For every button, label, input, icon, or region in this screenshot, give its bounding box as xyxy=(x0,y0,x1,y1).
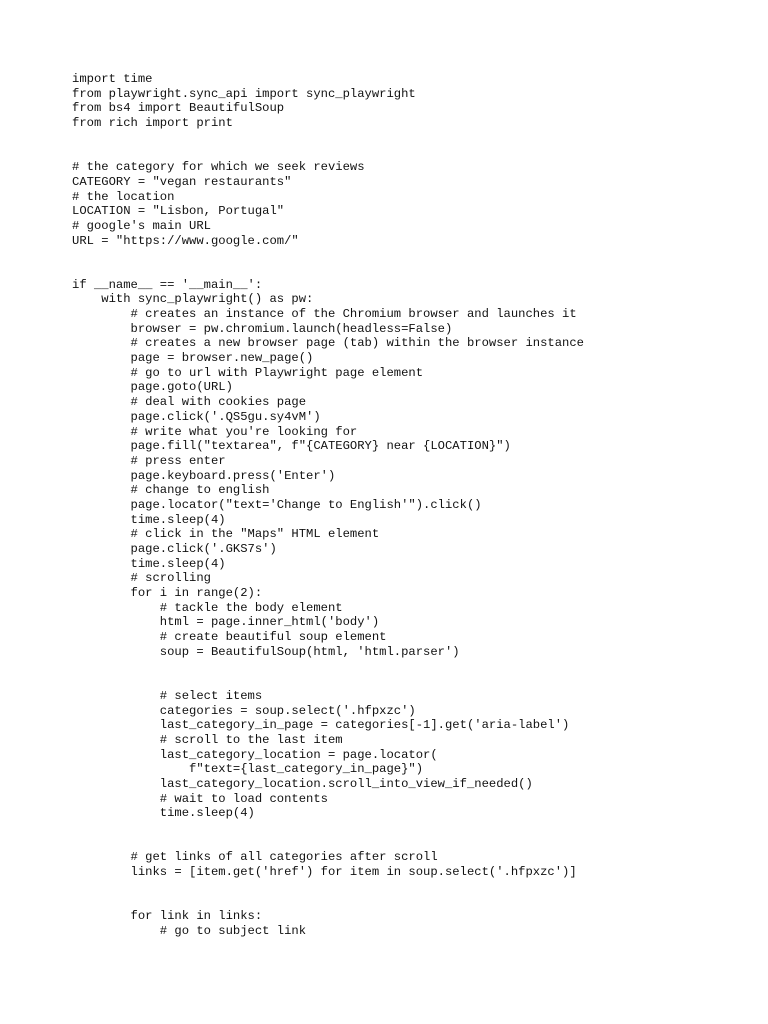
code-line: URL = "https://www.google.com/" xyxy=(72,233,299,248)
code-line: page.click('.QS5gu.sy4vM') xyxy=(72,409,321,424)
code-line xyxy=(72,674,584,689)
code-line xyxy=(72,895,584,910)
code-line: categories = soup.select('.hfpxzc') xyxy=(72,703,416,718)
code-line: # press enter xyxy=(72,453,226,468)
code-line: page.fill("textarea", f"{CATEGORY} near {LOCATION}") xyxy=(72,439,511,454)
code-line: for i in range(2): xyxy=(72,586,263,601)
code-line: page.goto(URL) xyxy=(72,380,233,395)
code-line: soup = BeautifulSoup(html, 'html.parser') xyxy=(72,644,460,659)
code-line: # go to subject link xyxy=(72,923,307,938)
code-line: # google's main URL xyxy=(72,218,211,233)
code-line: f"text={last_category_in_page}") xyxy=(72,762,424,777)
code-line: # the category for which we seek reviews xyxy=(72,160,365,175)
code-line: time.sleep(4) xyxy=(72,806,255,821)
code-line: time.sleep(4) xyxy=(72,556,226,571)
code-line: CATEGORY = "vegan restaurants" xyxy=(72,174,292,189)
code-line xyxy=(72,821,584,836)
code-line: # tackle the body element xyxy=(72,600,343,615)
code-line: # creates a new browser page (tab) within the browser instance xyxy=(72,336,584,351)
code-line: # select items xyxy=(72,688,263,703)
code-line: # creates an instance of the Chromium browser and launches it xyxy=(72,307,577,321)
code-line: links = [item.get('href') for item in soup.select('.hfpxzc')] xyxy=(72,865,577,880)
code-line: # go to url with Playwright page element xyxy=(72,365,424,380)
code-line xyxy=(72,263,584,278)
code-line: page.keyboard.press('Enter') xyxy=(72,468,336,483)
code-line: page.locator("text='Change to English'").click() xyxy=(72,497,482,512)
code-line: from playwright.sync_api import sync_playwright xyxy=(72,86,416,101)
code-line: # click in the "Maps" HTML element xyxy=(72,527,380,542)
code-line: last_category_location.scroll_into_view_if_needed() xyxy=(72,777,533,791)
code-line: # scrolling xyxy=(72,571,211,586)
code-line: # write what you're looking for xyxy=(72,424,358,439)
code-line xyxy=(72,145,584,160)
code-line: browser = pw.chromium.launch(headless=False) xyxy=(72,321,453,336)
code-line: LOCATION = "Lisbon, Portugal" xyxy=(72,204,285,219)
code-line: if __name__ == '__main__': xyxy=(72,277,263,292)
code-line: for link in links: xyxy=(72,909,263,924)
code-line: import time xyxy=(72,72,153,86)
code-line xyxy=(72,880,584,895)
code-line: from bs4 import BeautifulSoup xyxy=(72,101,285,116)
code-block xyxy=(72,72,584,939)
code-line: last_category_location = page.locator( xyxy=(72,747,438,762)
code-line: # change to english xyxy=(72,483,270,498)
code-line: page = browser.new_page() xyxy=(72,351,314,366)
code-line: from rich import print xyxy=(72,116,233,131)
code-line xyxy=(72,660,584,675)
code-line: html = page.inner_html('body') xyxy=(72,615,380,630)
code-line xyxy=(72,131,584,146)
code-line: # wait to load contents xyxy=(72,791,328,806)
code-line xyxy=(72,836,584,851)
code-line: with sync_playwright() as pw: xyxy=(72,292,314,307)
code-line: # scroll to the last item xyxy=(72,732,343,747)
code-line: page.click('.GKS7s') xyxy=(72,542,277,556)
code-line: # create beautiful soup element xyxy=(72,630,387,645)
code-line: # get links of all categories after scroll xyxy=(72,850,438,865)
code-line xyxy=(72,248,584,263)
code-line: last_category_in_page = categories[-1].get('aria-label') xyxy=(72,718,570,733)
code-line: # the location xyxy=(72,189,175,204)
code-line: # deal with cookies page xyxy=(72,395,307,410)
code-line: time.sleep(4) xyxy=(72,512,226,527)
